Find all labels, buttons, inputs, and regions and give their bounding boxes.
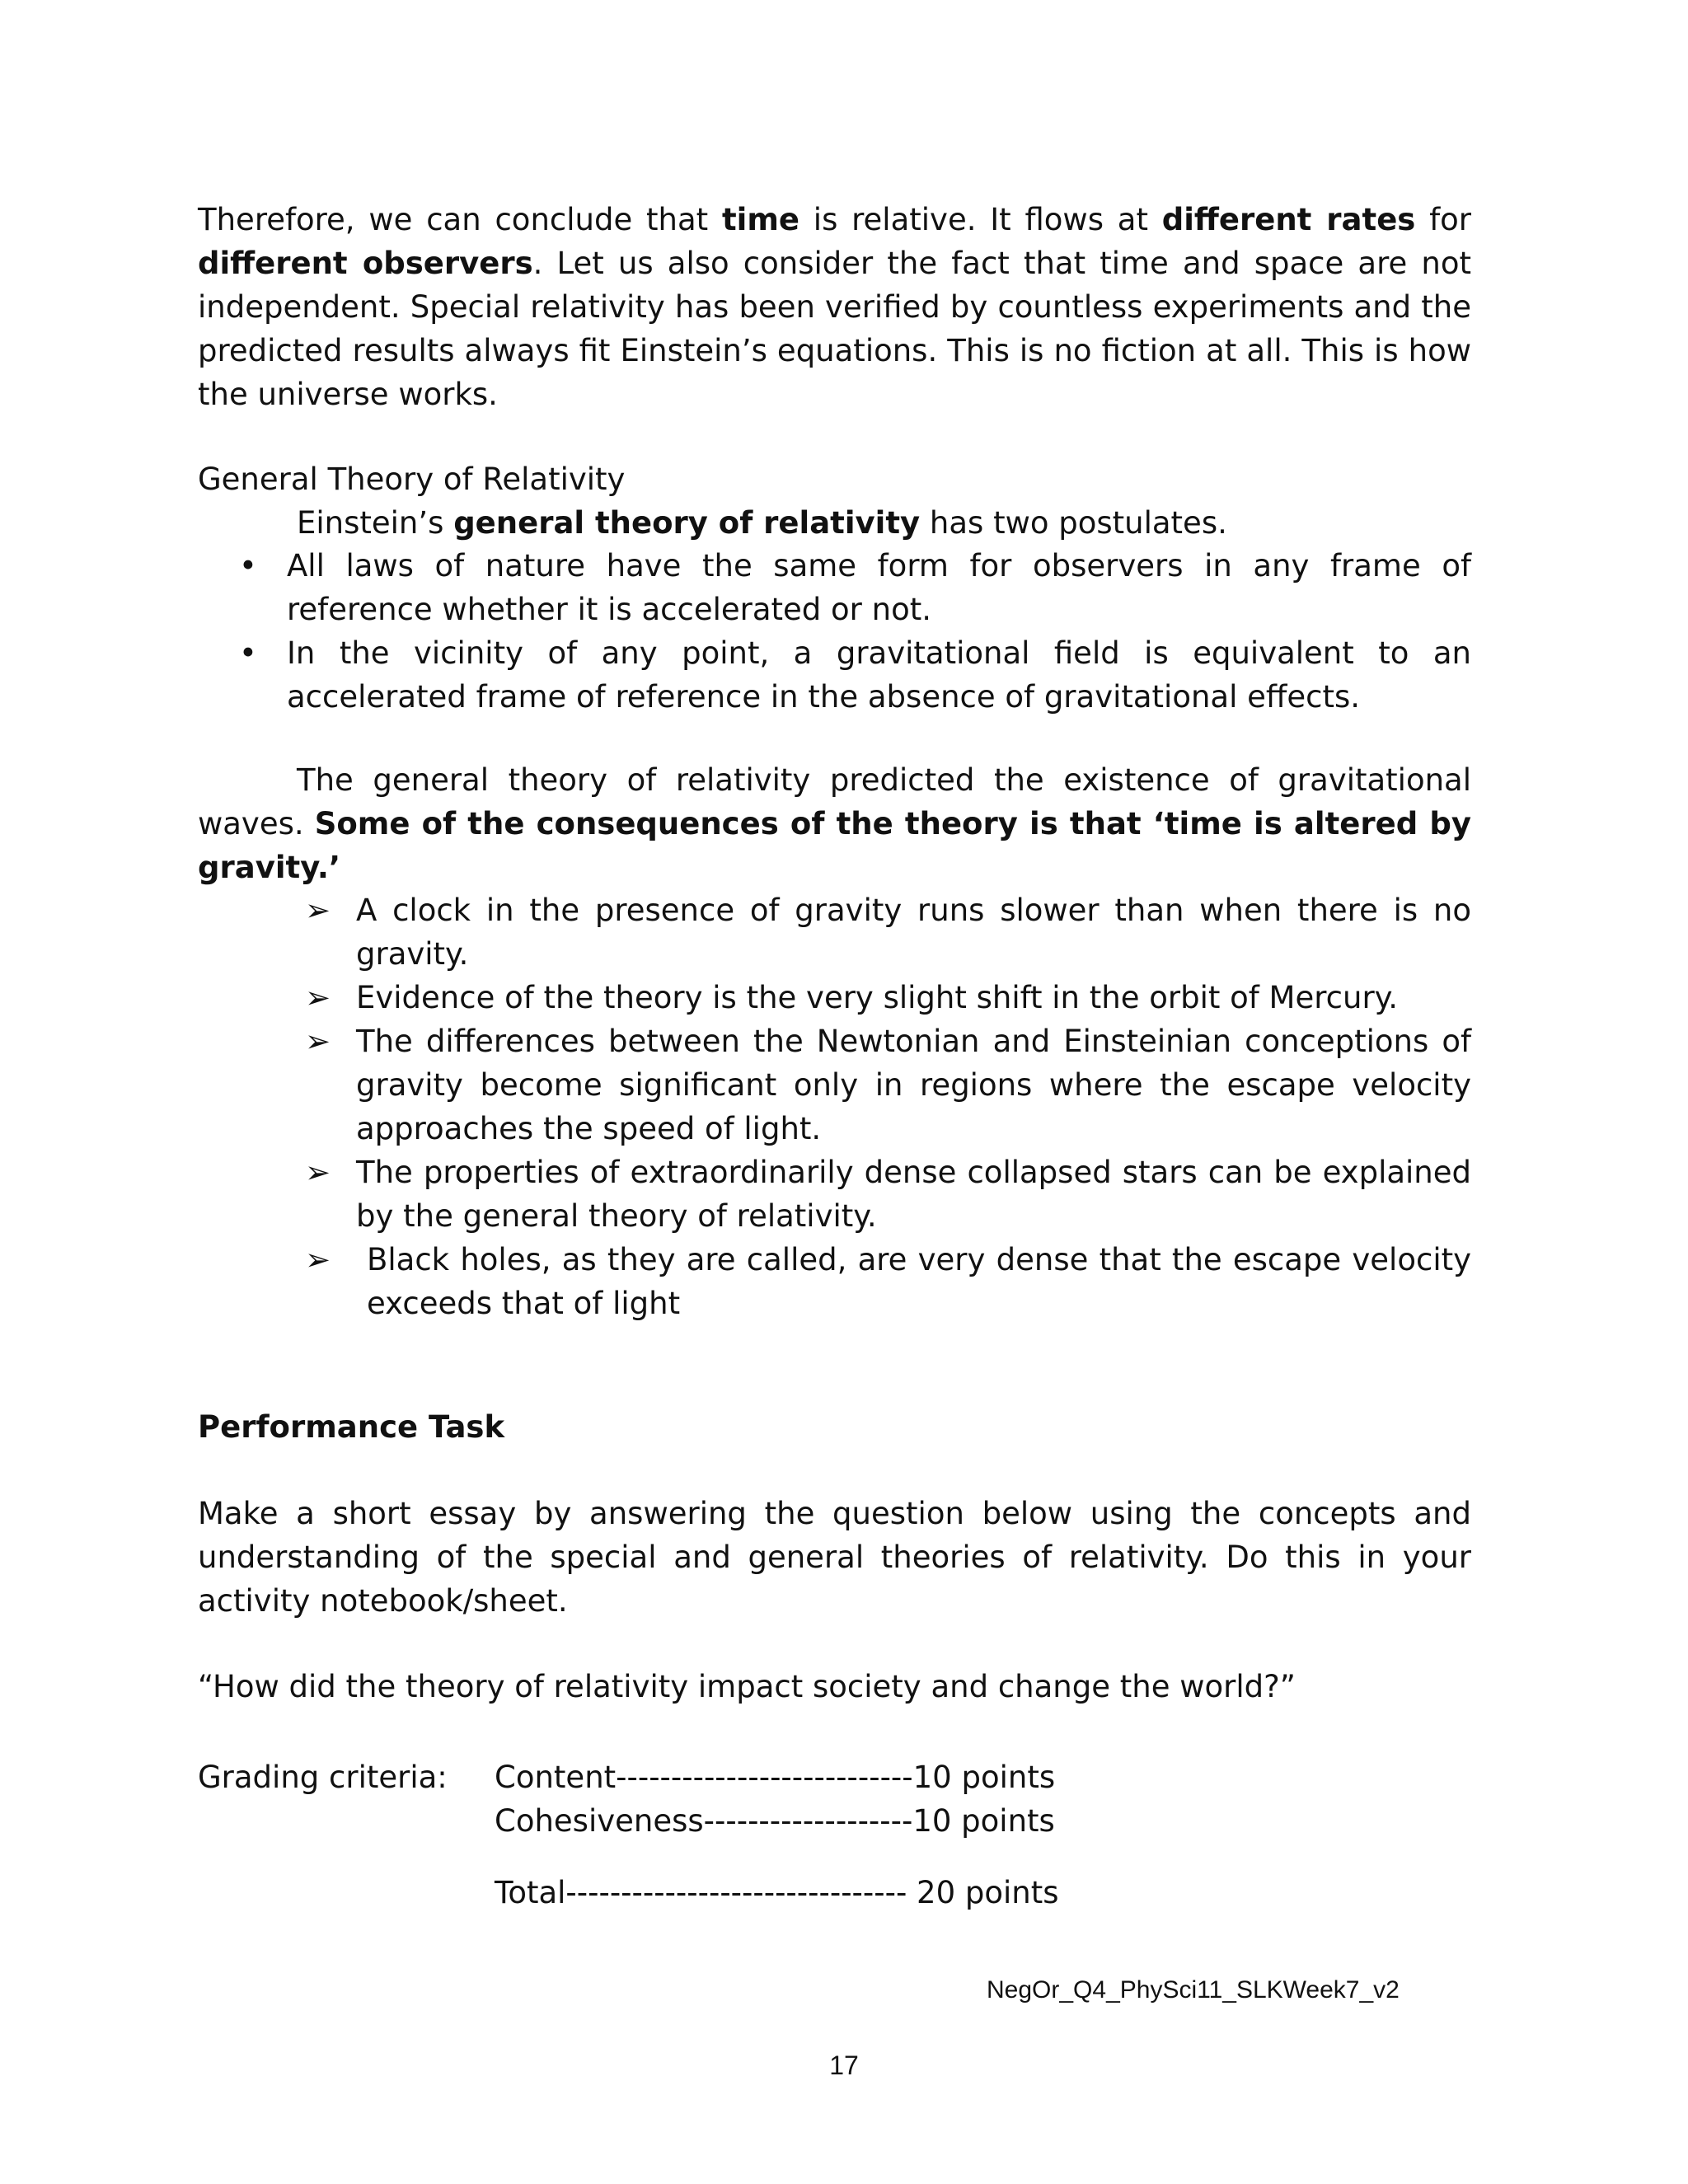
general-theory-heading: General Theory of Relativity [198,462,626,497]
postulate-item [198,544,1471,631]
bullet-dot-icon: • [239,635,257,671]
criterion-cohesiveness: Cohesiveness-------------------10 points [495,1803,1055,1839]
task-instructions: Make a short essay by answering the question below using the concepts and understanding of the special and general theories of relativity. Do this in your activity notebook/sheet. [198,1496,1471,1619]
performance-task-heading: Performance Task [198,1409,505,1445]
lead-text-bold: general theory of relativity [453,505,921,541]
grading-label: Grading criteria: [198,1760,448,1795]
consequence-text: Black holes, as they are called, are very dense that the escape velocity exceeds that of light [367,1242,1471,1321]
consequence-item [305,888,1471,976]
postulate-item [198,631,1471,719]
arrow-bullet-icon: ➢ [305,1024,331,1059]
intro-bold-observers: different observers [198,246,533,281]
task-question: “How did the theory of relativity impact society and change the world?” [198,1669,1296,1704]
intro-text-4: . Let us also consider the fact that time and space are not independent. Special relativity has been verified by countless experiments and the predicted results always fit Einstein’s equations. This is no fiction at all. This is how the universe works. [198,246,1471,412]
consequence-item [305,1019,1471,1151]
consequences-text: The general theory of relativity predicted the existence of gravitational waves. [198,762,1471,841]
consequence-item [305,976,1471,1019]
criterion-total: Total------------------------------- 20 points [495,1875,1059,1910]
postulate-text: In the vicinity of any point, a gravitational field is equivalent to an accelerated frame of reference in the absence of gravitational effects. [287,635,1471,715]
general-theory-lead [198,501,1471,545]
consequence-text: Evidence of the theory is the very slight shift in the orbit of Mercury. [356,980,1399,1015]
arrow-bullet-icon: ➢ [305,980,331,1015]
lead-text-post: has two postulates. [920,505,1227,541]
intro-text-1: Therefore, we can conclude that [198,202,722,237]
bullet-dot-icon: • [239,548,257,583]
consequence-item [305,1238,1471,1325]
page-number: 17 [829,2050,859,2080]
lead-text-pre: Einstein’s [297,505,454,541]
intro-bold-time: time [721,202,799,237]
consequence-text: A clock in the presence of gravity runs slower than when there is no gravity. [356,893,1471,972]
consequence-text: The differences between the Newtonian and Einsteinian conceptions of gravity become significant only in regions where the escape velocity approaches the speed of light. [356,1024,1471,1146]
document-code: NegOr_Q4_PhySci11_SLKWeek7_v2 [987,1976,1400,2004]
arrow-bullet-icon: ➢ [305,1155,331,1190]
consequence-text: The properties of extraordinarily dense collapsed stars can be explained by the general theory of relativity. [356,1155,1471,1234]
intro-bold-rates: different rates [1161,202,1416,237]
consequence-list [305,888,1471,1325]
intro-text-2: is relative. It flows at [799,202,1162,237]
consequences-bold: Some of the consequences of the theory is that ‘time is altered by gravity.’ [198,806,1471,885]
intro-text-3: for [1415,202,1471,237]
postulate-text: All laws of nature have the same form for observers in any frame of reference whether it is accelerated or not. [287,548,1471,627]
arrow-bullet-icon: ➢ [305,1242,331,1277]
consequences-paragraph [198,758,1471,889]
intro-paragraph [198,198,1471,416]
arrow-bullet-icon: ➢ [305,893,331,928]
postulate-list [198,544,1471,719]
criterion-content: Content---------------------------10 points [495,1760,1056,1795]
consequence-item [305,1151,1471,1238]
